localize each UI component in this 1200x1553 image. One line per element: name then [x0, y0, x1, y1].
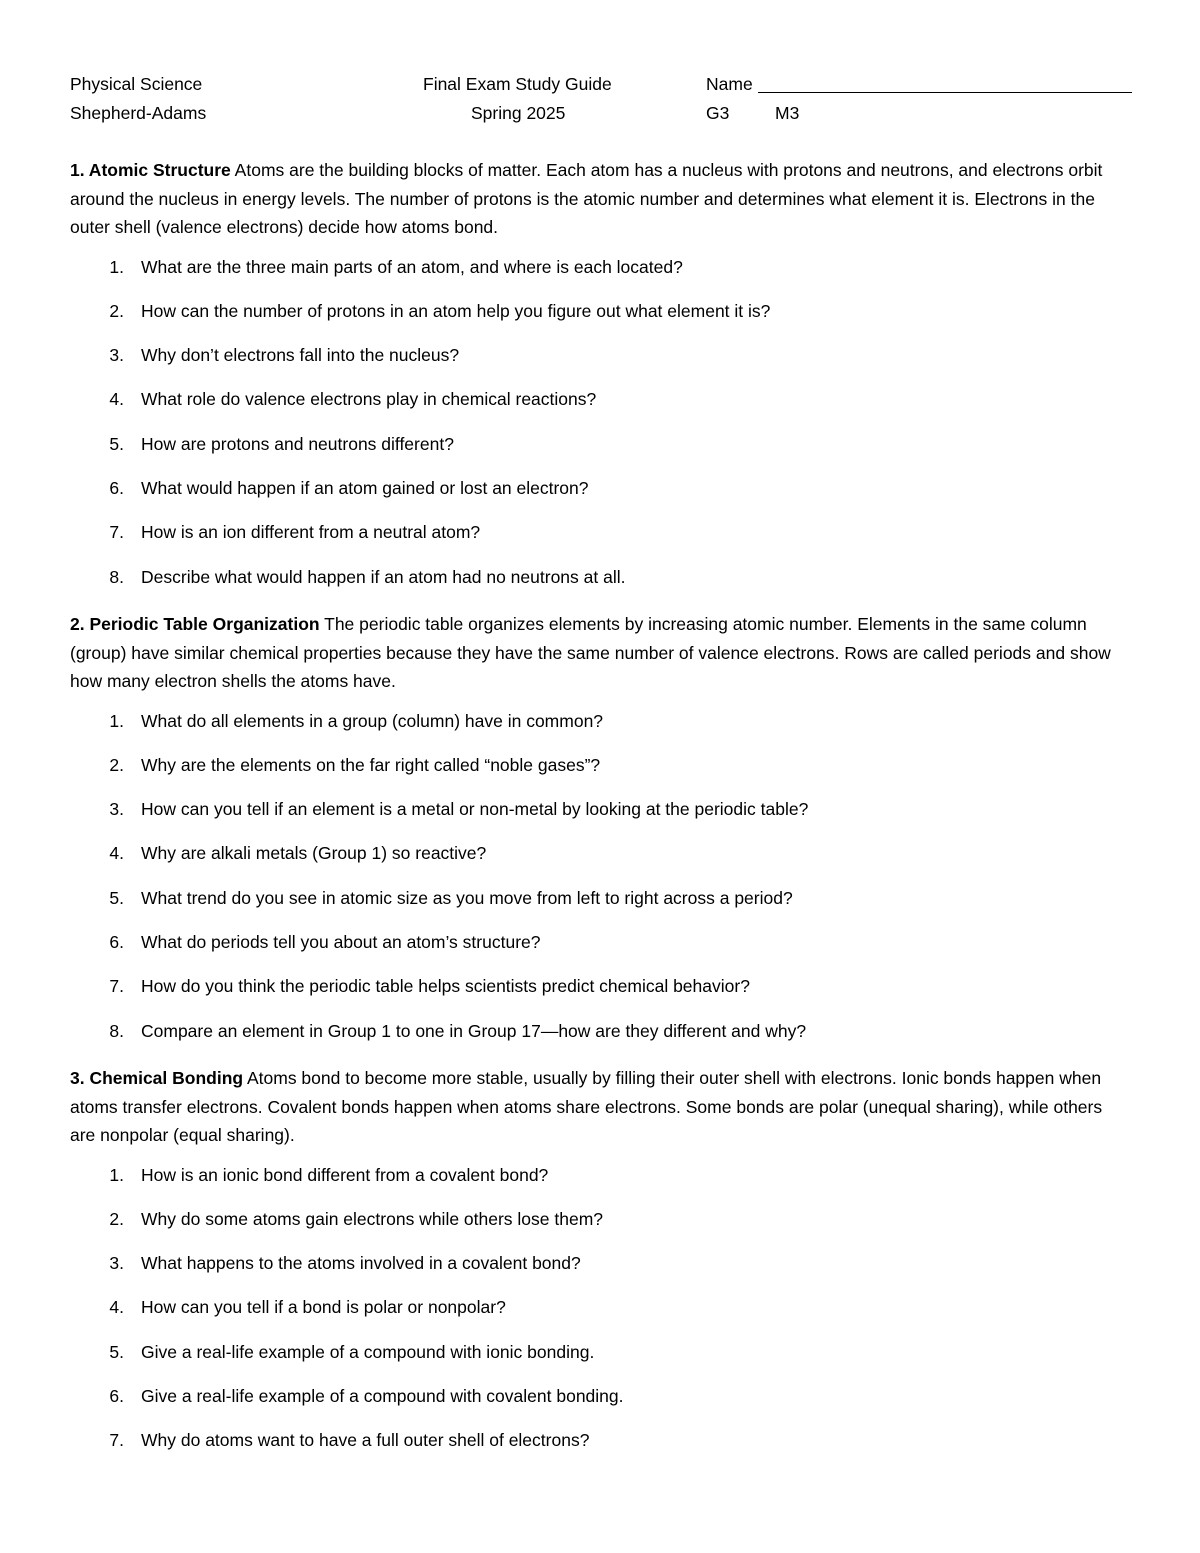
question-item — [70, 419, 1132, 463]
question-item — [70, 552, 1132, 596]
question-number: 8. — [109, 566, 124, 587]
question-text: How can the number of protons in an atom help you figure out what element it is? — [141, 300, 771, 321]
question-item — [70, 696, 1132, 740]
name-label: Name — [706, 74, 753, 94]
question-text: Why are the elements on the far right called “noble gases”? — [141, 754, 601, 775]
question-text: How do you think the periodic table helps scientists predict chemical behavior? — [141, 976, 750, 997]
section-periodic-table — [70, 610, 1132, 1050]
question-text: Describe what would happen if an atom had no neutrons at all. — [141, 566, 626, 587]
question-item — [70, 1371, 1132, 1415]
question-item — [70, 1282, 1132, 1326]
question-text: How can you tell if an element is a metal or non-metal by looking at the periodic table? — [141, 799, 809, 820]
section-intro-text: Atoms bond to become more stable, usually by filling their outer shell with electrons. Ionic bonds happen when atoms transfer electrons. Covalent bonds happen when atoms share electrons. Some bonds are polar (unequal sharing), while others are nonpolar (equal sharing). — [70, 1068, 1103, 1145]
question-number: 3. — [109, 799, 124, 820]
question-number: 7. — [109, 522, 124, 543]
question-number: 2. — [109, 754, 124, 775]
question-number: 6. — [109, 1385, 124, 1406]
question-text: How is an ionic bond different from a covalent bond? — [141, 1164, 549, 1185]
section-intro-text: The periodic table organizes elements by increasing atomic number. Elements in the same column (group) have similar chemical properties because they have the same number of valence electrons. Rows are called periods and show how many electron shells the atoms have. — [70, 614, 1111, 691]
question-text: Why do some atoms gain electrons while others lose them? — [141, 1208, 604, 1229]
question-list — [70, 1150, 1132, 1460]
section-atomic-structure — [70, 156, 1132, 596]
question-text: Compare an element in Group 1 to one in Group 17—how are they different and why? — [141, 1020, 807, 1041]
question-item — [70, 1006, 1132, 1050]
question-text: What do all elements in a group (column) have in common? — [141, 710, 604, 731]
question-number: 4. — [109, 1297, 124, 1318]
section-intro — [70, 610, 1132, 696]
question-number: 4. — [109, 389, 124, 410]
question-number: 6. — [109, 931, 124, 952]
header-row-1 — [70, 74, 1140, 98]
question-text: Give a real-life example of a compound with ionic bonding. — [141, 1341, 595, 1362]
question-item — [70, 463, 1132, 507]
question-item — [70, 784, 1132, 828]
question-text: What do periods tell you about an atom’s structure? — [141, 931, 541, 952]
question-item — [70, 1415, 1132, 1459]
section-heading: 1. Atomic Structure — [70, 160, 231, 180]
question-text: Give a real-life example of a compound with covalent bonding. — [141, 1385, 624, 1406]
question-item — [70, 740, 1132, 784]
question-item — [70, 917, 1132, 961]
question-item — [70, 242, 1132, 286]
question-item — [70, 961, 1132, 1005]
question-item — [70, 330, 1132, 374]
question-item — [70, 286, 1132, 330]
section-heading: 3. Chemical Bonding — [70, 1068, 244, 1088]
question-number: 5. — [109, 433, 124, 454]
question-item — [70, 374, 1132, 418]
question-list — [70, 696, 1132, 1050]
header-row-2 — [70, 103, 1140, 127]
question-item — [70, 1150, 1132, 1194]
question-item — [70, 828, 1132, 872]
question-text: What are the three main parts of an atom, and where is each located? — [141, 256, 683, 277]
teacher-name: Shepherd-Adams — [70, 103, 207, 123]
question-item — [70, 873, 1132, 917]
question-text: Why do atoms want to have a full outer shell of electrons? — [141, 1430, 590, 1451]
question-item — [70, 1194, 1132, 1238]
question-text: What would happen if an atom gained or lost an electron? — [141, 477, 589, 498]
question-number: 2. — [109, 300, 124, 321]
question-number: 5. — [109, 1341, 124, 1362]
term-label: Spring 2025 — [471, 103, 566, 123]
question-number: 6. — [109, 477, 124, 498]
question-text: How is an ion different from a neutral atom? — [141, 522, 481, 543]
question-number: 3. — [109, 1253, 124, 1274]
question-list — [70, 242, 1132, 596]
section-intro-text: Atoms are the building blocks of matter. Each atom has a nucleus with protons and neutrons, and electrons orbit around the nucleus in energy levels. The number of protons is the atomic number and determines what element it is. Electrons in the outer shell (valence electrons) decide how atoms bond. — [70, 160, 1103, 237]
question-item — [70, 1327, 1132, 1371]
question-number: 7. — [109, 976, 124, 997]
question-number: 1. — [109, 1164, 124, 1185]
period-label: M3 — [775, 103, 800, 123]
question-text: How are protons and neutrons different? — [141, 433, 454, 454]
question-number: 8. — [109, 1020, 124, 1041]
question-number: 1. — [109, 710, 124, 731]
course-name: Physical Science — [70, 74, 203, 94]
question-number: 3. — [109, 345, 124, 366]
section-intro — [70, 156, 1132, 242]
question-text: How can you tell if a bond is polar or nonpolar? — [141, 1297, 506, 1318]
question-number: 7. — [109, 1430, 124, 1451]
question-text: Why don’t electrons fall into the nucleus? — [141, 345, 460, 366]
question-text: What trend do you see in atomic size as you move from left to right across a period? — [141, 887, 793, 908]
question-number: 2. — [109, 1208, 124, 1229]
name-field-line[interactable] — [758, 92, 1132, 93]
section-heading: 2. Periodic Table Organization — [70, 614, 320, 634]
section-intro — [70, 1064, 1132, 1150]
question-item — [70, 1238, 1132, 1282]
question-number: 5. — [109, 887, 124, 908]
block-label: G3 — [706, 103, 730, 123]
question-item — [70, 507, 1132, 551]
section-chemical-bonding — [70, 1064, 1132, 1460]
question-text: What happens to the atoms involved in a covalent bond? — [141, 1253, 581, 1274]
question-text: Why are alkali metals (Group 1) so reactive? — [141, 843, 487, 864]
question-number: 4. — [109, 843, 124, 864]
question-number: 1. — [109, 256, 124, 277]
question-text: What role do valence electrons play in chemical reactions? — [141, 389, 597, 410]
document-title: Final Exam Study Guide — [423, 74, 612, 94]
